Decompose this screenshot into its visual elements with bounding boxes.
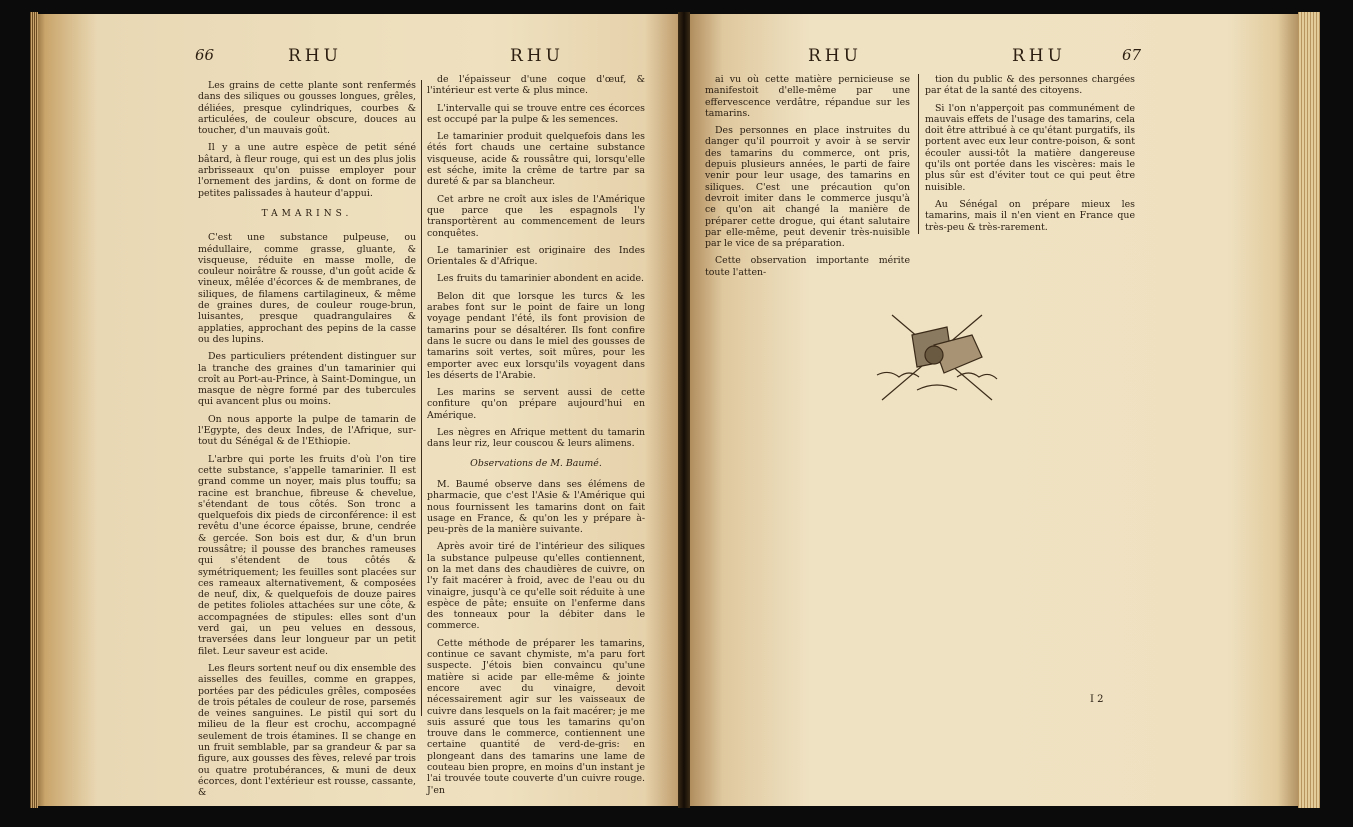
paragraph: Les marins se servent aussi de cette confiture qu'on prépare aujourd'hui en Amérique. [427,387,645,421]
column-rule-right [918,74,919,234]
right-column-2 [925,74,1135,239]
paragraph: Cette observation importante mérite toute l'atten- [705,255,910,278]
right-folio: 67 [1122,46,1142,64]
left-column-1 [198,80,416,805]
paragraph: Des particuliers prétendent distinguer sur la tranche des graines d'un tamarinier qui croît au Port-au-Prince, à Saint-Domingue, un masque de nègre formé par des tubercules qui avancent plus ou moins. [198,351,416,408]
paragraph: Les nègres en Afrique mettent du tamarin dans leur riz, leur couscou & leurs alimens. [427,427,645,450]
paragraph: Des personnes en place instruites du danger qu'il pourroit y avoir à se servir des tamarins du commerce, ont pris, depuis plusieurs années, le parti de faire venir pour leur usage, des tamarins en siliques. C'est une précaution qu'on devroit imiter dans le commerce jusqu'à ce qu'on ait changé la manière de préparer cette drogue, qui étant salutaire par elle-même, peut devenir très-nuisible par le vice de sa préparation. [705,125,910,250]
right-header-1: RHU [808,46,862,66]
paragraph: Les grains de cette plante sont renfermés dans des siliques ou gousses longues, grêles, déliées, presque cylindriques, courbes & articulées, de couleur obscure, douces au toucher, d'un mauvais goût. [198,80,416,137]
paragraph: Après avoir tiré de l'intérieur des siliques la substance pulpeuse qu'elles contiennent, on la met dans des chaudières de cuivre, on l'y fait macérer à froid, avec de l'eau ou du vinaigre, jusqu'à ce qu'elle soit réduite à une espèce de pâte; ensuite on l'enferme dans des tonneaux pour la débiter dans le commerce. [427,541,645,632]
left-folio: 66 [195,46,215,64]
flags-trophy-icon [872,305,1002,410]
paragraph: tion du public & des personnes chargées par état de la santé des citoyens. [925,74,1135,97]
paragraph: Observations de M. Baumé. [470,457,602,469]
right-column-1 [705,74,910,284]
paragraph: Le tamarinier produit quelquefois dans les étés fort chauds une certaine substance visqueuse, acide & roussâtre qui, lorsqu'elle est séche, imite la crême de tartre par sa dureté & par sa blancheur. [427,131,645,188]
left-header-1: RHU [288,46,342,66]
paragraph: L'intervalle qui se trouve entre ces écorces est occupé par la pulpe & les semences. [427,102,645,125]
paragraph: TAMARINS. [261,208,353,219]
signature-mark: I 2 [1090,694,1104,705]
paragraph: ai vu où cette matière pernicieuse se manifestoit d'elle-même par une effervescence verdâtre, répandue sur les tamarins. [705,74,910,119]
paragraph: C'est une substance pulpeuse, ou médullaire, comme grasse, gluante, & visqueuse, réduite en masse molle, de couleur noirâtre & rousse, d'un goût acide & vineux, mêlée d'écorces & de membranes, de siliques, de filamens cartilagineux, & même de graines dures, de couleur rouge-brun, luisantes, presque quadrangulaires & applaties, approchant des pepins de la casse ou des lupins. [198,232,416,345]
paragraph: Cette méthode de préparer les tamarins, continue ce savant chymiste, m'a paru fort suspecte. J'étois bien convaincu qu'une matière si acide par elle-même & jointe encore avec du vinaigre, devoit nécessairement agir sur les vaisseaux de cuivre dans lesquels on la fait macérer; je me suis assuré que tous les tamarins qu'on trouve dans le commerce, contiennent une certaine quantité de verd-de-gris: en plongeant dans des tamarins une lame de couteau bien propre, en moins d'un instant je l'ai trouvée toute couverte d'un cuivre rouge. J'en [427,637,645,796]
paragraph: Il y a une autre espèce de petit séné bâtard, à fleur rouge, qui est un des plus jolis arbrisseaux qu'on puisse employer pour l'ornement des jardins, & dont on forme de petites palissades à hauteur d'appui. [198,142,416,199]
paragraph: Belon dit que lorsque les turcs & les arabes font sur le point de faire un long voyage pendant l'été, ils font provision de tamarins pour se désaltérer. Ils font confire dans le sucre ou dans le miel des gousses de tamarins soit vertes, soit mûres, pour les emporter avec eux lorsqu'ils voyagent dans les déserts de l'Arabie. [427,290,645,381]
page-edges-right [1298,12,1320,808]
paragraph: Les fruits du tamarinier abondent en acide. [437,273,645,285]
paragraph: Le tamarinier est originaire des Indes Orientales & d'Afrique. [427,244,645,268]
book-gutter [678,12,690,808]
paragraph: Les fleurs sortent neuf ou dix ensemble des aisselles des feuilles, comme en grappes, portées par des pédicules grêles, composées de trois pétales de couleur de rose, parsemés de veines sanguines. Le pistil qui sort du milieu de la fleur est crochu, accompagné seulement de trois étamines. Il se change en un fruit semblable, par sa grandeur & par sa figure, aux gousses des fèves, relevé par trois ou quatre protubérances, & muni de deux écorces, dont l'extérieur est rousse, cassante, & [198,662,416,799]
left-header-2: RHU [510,46,564,66]
paragraph: Si l'on n'apperçoit pas communément de mauvais effets de l'usage des tamarins, cela doit être attribué à ce qu'étant purgatifs, ils portent avec eux leur contre-poison, & sont écouler aussi-tôt la matière dangereuse qu'ils ont portée dans les viscères: mais le plus sûr est d'éviter tout ce qui peut être nuisible. [925,102,1135,193]
paragraph: Cet arbre ne croît aux isles de l'Amérique que parce que les espagnols l'y transportèrent au commencement de leurs conquêtes. [427,193,645,239]
paragraph: Au Sénégal on prépare mieux les tamarins, mais il n'en vient en France que très-peu & très-rarement. [925,198,1135,233]
paragraph: On nous apporte la pulpe de tamarin de l'Egypte, des deux Indes, de l'Afrique, sur-tout du Sénégal & de l'Ethiopie. [198,413,416,448]
paragraph: M. Baumé observe dans ses élémens de pharmacie, que c'est l'Asie & l'Amérique qui nous fournissent les tamarins dont on fait usage en France, & qu'on les y prépare à-peu-près de la manière suivante. [427,478,645,536]
left-column-2 [427,74,645,802]
right-header-2: RHU [1012,46,1066,66]
paragraph: de l'épaisseur d'une coque d'œuf, & l'intérieur est verte & plus mince. [427,74,645,97]
page-edges-left [30,12,38,808]
column-rule [421,80,422,716]
paragraph: L'arbre qui porte les fruits d'où l'on tire cette substance, s'appelle tamarinier. Il est grand comme un noyer, mais plus touffu; sa racine est branchue, fibreuse & chevelue, s'étendant de tous côtés. Son tronc a quelquefois dix pieds de circonférence: il est revêtu d'une écorce épaisse, brune, cendrée & gercée. Son bois est dur, & d'un brun roussâtre; il pousse des branches rameuses qui s'étendent de tous côtés & symétriquement; les feuilles sont placées sur ces rameaux alternativement, & composées de neuf, dix, & quelquefois de douze paires de petites folioles attachées sur une côte, & accompagnées de stipules: elles sont d'un verd gai, un peu velues en dessous, traversées dans leur longueur par un petit filet. Leur saveur est acide. [198,453,416,657]
